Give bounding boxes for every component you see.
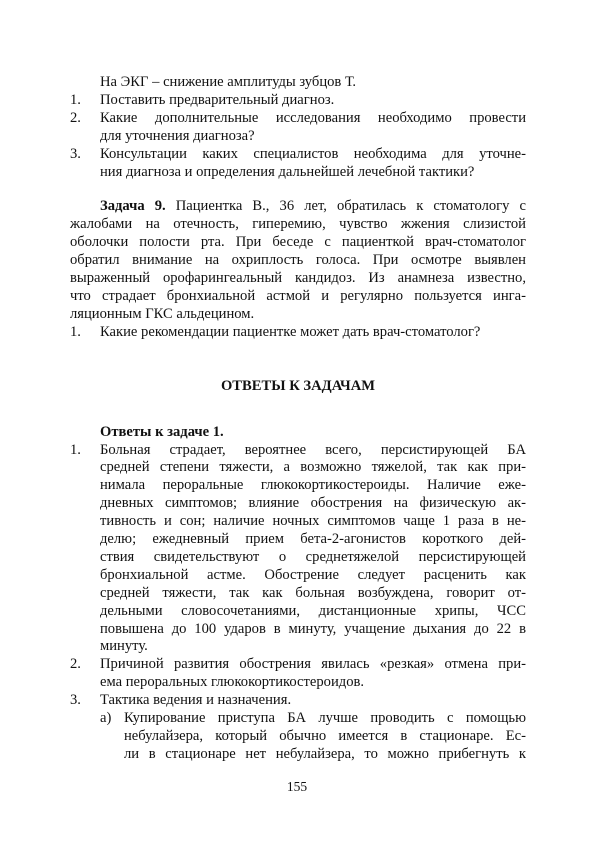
item-line: тивность и сон; наличие ночных симптомов чаще 1 раза в не- [100,513,526,530]
item-line: Тактика ведения и назначения. [100,692,292,709]
task-9 [70,198,526,341]
item-number: 2. [70,109,81,126]
item-line: Поставить предварительный диагноз. [100,91,335,108]
item-line: нимала пероральные глюкокортикостероиды. Наличие еже- [100,477,526,494]
item-line: ли в стационаре нет небулайзера, то можно прибегнуть к [124,745,526,762]
item-line: Какие дополнительные исследования необходимо провести [100,109,526,126]
question-item [70,146,526,182]
item-line: Больная страдает, вероятнее всего, персистирующей БА [100,441,526,458]
item-line: средней степени тяжести, а возможно тяжелой, так как при- [100,459,526,476]
task-line: ляционным ГКС альдецином. [70,305,255,322]
task-first-line [70,198,526,216]
item-line: повышена до 100 ударов в минуту, учащение дыхания до 22 в [100,620,526,637]
subitem-letter: а) [100,710,112,727]
task-title: Задача 9. [100,198,166,215]
question-item [70,92,526,110]
page-number: 155 [286,779,308,794]
answer-item [70,692,526,710]
item-line: для уточнения диагноза? [100,127,255,144]
question-item [70,324,526,342]
page-content [70,74,526,764]
item-number: 3. [70,145,81,162]
item-line: ния диагноза и определения дальнейшей лечебной тактики? [100,163,475,180]
item-number: 1. [70,441,81,458]
answers-heading: ОТВЕТЫ К ЗАДАЧАМ [220,377,376,394]
item-number: 3. [70,692,81,709]
answer-subitem [100,710,526,764]
item-line: Какие рекомендации пациентке может дать врач-стоматолог? [100,323,481,340]
item-line: ема пероральных глюкокортикостероидов. [100,674,365,691]
item-line: бронхиальной астме. Обострение следует расценить как [100,566,526,583]
item-line: небулайзера, который обычно имеется в стационаре. Ес- [124,728,526,744]
task-line: выраженный орофарингеальный кандидоз. Из анамнеза известно, [70,270,526,287]
item-line: дневных симптомов; влияние обострения на физическую ак- [100,495,526,512]
item-line: Причиной развития обострения явилась «резкая» отмена при- [100,656,526,673]
task-line: оболочки полости рта. При беседе с пациенткой врач-стоматолог [70,234,526,251]
question-list [70,92,526,182]
task-line: обратил внимание на охриплость голоса. При осмотре выявлен [70,252,526,269]
item-line: дельными словосочетаниями, дистанционные хрипы, ЧСС [100,602,526,619]
item-number: 1. [70,323,81,340]
answer-item [70,442,526,657]
item-line: Купирование приступа БА лучше проводить с помощью [124,710,526,727]
item-line: Консультации каких специалистов необходима для уточне- [100,145,526,162]
item-line: делю; ежедневный прием бета-2-агонистов короткого дей- [100,531,526,548]
item-line: средней тяжести, так как больная возбуждена, говорит от- [100,584,526,601]
task-line: что страдает бронхиальной астмой и регулярно пользуется инга- [70,287,526,304]
item-line: ствия свидетельствуют о среднетяжелой персистирующей [100,548,526,565]
task-text: Пациентка В., 36 лет, обратилась к стоматологу с [165,198,526,215]
item-number: 2. [70,656,81,673]
intro-line: На ЭКГ – снижение амплитуды зубцов Т. [100,74,357,90]
item-number: 1. [70,91,81,108]
question-item [70,110,526,146]
answer-list [70,442,526,764]
task-line: жалобами на отечность, гиперемию, чувство жжения слизистой [70,216,526,233]
answer-title: Ответы к задаче 1. [100,423,224,440]
item-line: минуту. [100,638,148,655]
answer-item [70,656,526,692]
